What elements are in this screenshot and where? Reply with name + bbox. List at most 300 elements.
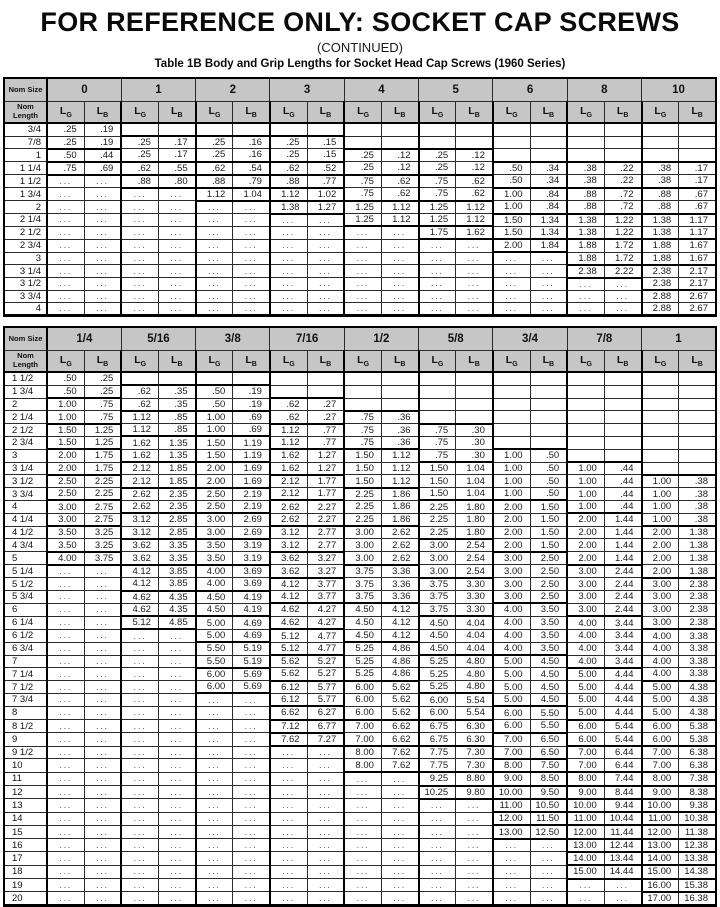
grip-length-cell: ... xyxy=(419,892,456,906)
body-length-cell xyxy=(381,123,418,136)
grip-length-cell: 6.75 xyxy=(419,720,456,733)
row-length-label: 1 1/4 xyxy=(4,162,47,175)
grip-length-cell: .50 xyxy=(47,149,84,162)
body-length-cell: 3.38 xyxy=(679,629,716,642)
grip-length-cell: ... xyxy=(47,188,84,201)
body-length-cell: ... xyxy=(233,839,270,852)
body-length-cell: .80 xyxy=(158,175,195,188)
grip-length-cell: ... xyxy=(121,693,158,706)
body-length-cell: .69 xyxy=(84,162,121,175)
body-length-cell: .22 xyxy=(604,162,641,175)
body-length-cell: 2.22 xyxy=(604,265,641,278)
grip-length-cell xyxy=(493,136,530,149)
grip-length-cell: 4.00 xyxy=(196,578,233,591)
grip-length-cell: 4.50 xyxy=(196,603,233,616)
body-length-cell: 4.80 xyxy=(456,655,493,668)
body-length-cell: .77 xyxy=(307,175,344,188)
row-length-label: 1 3/4 xyxy=(4,385,47,398)
body-length-cell xyxy=(604,123,641,136)
grip-length-cell xyxy=(642,462,679,475)
body-length-cell: 3.85 xyxy=(158,565,195,578)
grip-length-cell: ... xyxy=(47,892,84,906)
body-length-cell: ... xyxy=(84,290,121,303)
table-caption: Table 1B Body and Grip Lengths for Socket Head Cap Screws (1960 Series) xyxy=(154,58,566,70)
grip-length-cell: 3.62 xyxy=(270,552,307,565)
grip-length-cell: 4.50 xyxy=(344,629,381,642)
body-length-cell: 3.50 xyxy=(530,642,567,655)
grip-length-cell: 1.12 xyxy=(270,188,307,201)
grip-length-cell: 2.62 xyxy=(270,500,307,513)
grip-length-cell: 3.50 xyxy=(196,552,233,565)
grip-length-cell: 4.00 xyxy=(642,655,679,668)
grip-length-cell: 6.00 xyxy=(344,706,381,719)
grip-length-cell xyxy=(493,398,530,411)
body-length-cell: ... xyxy=(307,214,344,227)
grip-length-cell: ... xyxy=(567,892,604,906)
table-row xyxy=(4,226,716,239)
body-length-cell: .38 xyxy=(679,488,716,501)
row-length-label: 2 1/4 xyxy=(4,214,47,227)
row-length-label: 7 1/2 xyxy=(4,681,47,694)
table-row xyxy=(4,385,716,398)
body-length-cell: 9.50 xyxy=(530,786,567,799)
grip-length-cell: 1.50 xyxy=(493,214,530,227)
body-length-cell: 1.50 xyxy=(530,526,567,539)
body-length-cell: .79 xyxy=(233,175,270,188)
grip-length-cell: 2.00 xyxy=(493,513,530,526)
body-length-column-header: $L_B$ xyxy=(84,351,121,373)
grip-length-cell: ... xyxy=(121,879,158,892)
grip-length-cell xyxy=(419,123,456,136)
grip-length-cell: ... xyxy=(121,799,158,812)
body-length-cell: .44 xyxy=(84,149,121,162)
grip-length-cell: 6.00 xyxy=(419,693,456,706)
grip-length-cell: ... xyxy=(47,865,84,878)
body-length-cell: .34 xyxy=(530,162,567,175)
body-length-cell: .36 xyxy=(381,436,418,449)
grip-length-cell: 4.00 xyxy=(493,603,530,616)
body-length-cell: 1.44 xyxy=(604,539,641,552)
body-length-cell xyxy=(604,449,641,462)
body-length-cell: 5.69 xyxy=(233,668,270,681)
body-length-cell: 6.44 xyxy=(604,746,641,759)
body-length-cell: ... xyxy=(456,865,493,878)
body-length-cell xyxy=(679,398,716,411)
body-length-cell: ... xyxy=(233,733,270,746)
grip-length-cell: ... xyxy=(270,278,307,291)
body-length-cell: 3.36 xyxy=(381,565,418,578)
body-length-cell: 3.44 xyxy=(604,616,641,629)
body-length-cell: .84 xyxy=(530,201,567,214)
grip-length-cell: ... xyxy=(270,879,307,892)
grip-length-cell: .50 xyxy=(47,385,84,398)
body-length-column-header: $L_B$ xyxy=(679,351,716,373)
size-column-header: 8 xyxy=(567,78,641,102)
body-length-cell: ... xyxy=(233,799,270,812)
grip-length-cell: 12.00 xyxy=(642,825,679,838)
grip-length-cell: 4.00 xyxy=(493,629,530,642)
grip-length-cell: 1.00 xyxy=(642,488,679,501)
body-length-cell: 8.44 xyxy=(604,786,641,799)
grip-length-cell: 5.25 xyxy=(419,681,456,694)
grip-length-cell: 5.25 xyxy=(344,642,381,655)
grip-length-cell: 9.00 xyxy=(493,772,530,785)
grip-length-cell: .75 xyxy=(419,175,456,188)
grip-length-cell xyxy=(419,398,456,411)
body-length-cell: 3.36 xyxy=(381,591,418,604)
grip-length-cell: ... xyxy=(121,252,158,265)
body-length-cell: .38 xyxy=(679,475,716,488)
body-length-cell: 1.69 xyxy=(233,475,270,488)
body-length-cell: 2.38 xyxy=(679,591,716,604)
grip-length-cell: 6.00 xyxy=(419,706,456,719)
grip-length-cell xyxy=(419,385,456,398)
grip-length-cell xyxy=(344,136,381,149)
grip-length-cell: 3.00 xyxy=(567,565,604,578)
grip-length-cell xyxy=(121,123,158,136)
grip-length-cell: 3.00 xyxy=(493,565,530,578)
grip-length-cell: ... xyxy=(196,865,233,878)
grip-length-cell: ... xyxy=(47,603,84,616)
lg-lb-header-row xyxy=(4,102,716,124)
grip-length-cell: 4.50 xyxy=(344,616,381,629)
body-length-cell: .62 xyxy=(381,175,418,188)
grip-length-cell: ... xyxy=(47,252,84,265)
body-length-cell: 6.50 xyxy=(530,746,567,759)
grip-length-cell: .88 xyxy=(642,201,679,214)
grip-length-cell: 3.00 xyxy=(344,539,381,552)
body-length-cell: ... xyxy=(307,226,344,239)
grip-length-cell: 4.62 xyxy=(270,616,307,629)
grip-length-cell: 1.38 xyxy=(642,226,679,239)
grip-length-cell xyxy=(419,136,456,149)
body-length-cell: 4.12 xyxy=(381,629,418,642)
body-length-cell: .17 xyxy=(679,162,716,175)
grip-length-cell: 1.62 xyxy=(270,462,307,475)
body-length-cell: ... xyxy=(84,239,121,252)
body-length-cell: ... xyxy=(307,265,344,278)
body-length-cell: ... xyxy=(158,746,195,759)
body-length-cell: 1.19 xyxy=(233,449,270,462)
grip-length-cell: 4.00 xyxy=(47,552,84,565)
grip-length-cell: 2.00 xyxy=(567,513,604,526)
grip-length-cell xyxy=(567,398,604,411)
body-length-cell: 4.69 xyxy=(233,616,270,629)
grip-length-cell xyxy=(642,149,679,162)
table-row xyxy=(4,655,716,668)
grip-length-cell: .88 xyxy=(642,188,679,201)
body-length-cell: ... xyxy=(158,681,195,694)
nom-size-corner-label: Nom Size xyxy=(4,78,47,102)
row-length-label: 9 1/2 xyxy=(4,746,47,759)
row-length-label: 6 3/4 xyxy=(4,642,47,655)
grip-length-cell: ... xyxy=(196,879,233,892)
grip-length-cell: 3.12 xyxy=(270,539,307,552)
grip-length-cell: 1.00 xyxy=(196,424,233,437)
body-length-cell: ... xyxy=(307,290,344,303)
body-length-cell: 2.85 xyxy=(158,526,195,539)
grip-length-cell: 2.25 xyxy=(419,513,456,526)
body-length-cell: 2.44 xyxy=(604,591,641,604)
body-length-cell: 1.72 xyxy=(604,252,641,265)
body-length-cell: 16.38 xyxy=(679,892,716,906)
grip-length-cell: 3.50 xyxy=(47,526,84,539)
body-length-cell: .77 xyxy=(307,436,344,449)
body-length-cell: 4.44 xyxy=(604,681,641,694)
body-length-cell: ... xyxy=(84,655,121,668)
body-length-cell: ... xyxy=(381,290,418,303)
grip-length-cell: 2.50 xyxy=(196,500,233,513)
body-length-cell: 3.35 xyxy=(158,539,195,552)
grip-length-cell: ... xyxy=(419,852,456,865)
grip-length-cell: 2.00 xyxy=(196,462,233,475)
body-length-cell: ... xyxy=(84,812,121,825)
table-row xyxy=(4,265,716,278)
body-length-cell: 4.44 xyxy=(604,668,641,681)
body-length-cell: 2.19 xyxy=(233,488,270,501)
row-length-label: 12 xyxy=(4,786,47,799)
row-length-label: 3 xyxy=(4,449,47,462)
grip-length-cell: ... xyxy=(270,865,307,878)
grip-length-cell xyxy=(642,372,679,385)
table-row xyxy=(4,526,716,539)
grip-length-cell: 1.00 xyxy=(642,513,679,526)
grip-length-cell xyxy=(642,436,679,449)
grip-length-cell: 4.00 xyxy=(642,668,679,681)
body-length-cell: .12 xyxy=(381,149,418,162)
grip-length-cell: 1.50 xyxy=(47,424,84,437)
body-length-cell: .12 xyxy=(381,162,418,175)
grip-length-cell: 5.50 xyxy=(196,655,233,668)
body-length-cell: 4.85 xyxy=(158,616,195,629)
body-length-cell: ... xyxy=(84,303,121,316)
body-length-column-header: $L_B$ xyxy=(233,351,270,373)
body-length-cell: ... xyxy=(530,303,567,316)
body-length-cell: 6.50 xyxy=(530,733,567,746)
body-length-cell: 2.38 xyxy=(679,603,716,616)
grip-length-cell: 7.00 xyxy=(344,720,381,733)
grip-length-column-header: $L_G$ xyxy=(642,351,679,373)
grip-length-cell: 2.25 xyxy=(344,513,381,526)
table-row xyxy=(4,411,716,424)
body-length-cell: .16 xyxy=(233,136,270,149)
body-length-cell: 6.44 xyxy=(604,759,641,772)
grip-length-cell: 2.25 xyxy=(344,488,381,501)
table-row xyxy=(4,892,716,906)
body-length-cell: 1.67 xyxy=(679,252,716,265)
grip-length-cell: ... xyxy=(344,865,381,878)
body-length-cell: ... xyxy=(158,668,195,681)
grip-length-cell xyxy=(121,372,158,385)
body-length-cell: .30 xyxy=(456,424,493,437)
grip-length-cell: .50 xyxy=(196,385,233,398)
body-length-cell: .19 xyxy=(233,385,270,398)
body-length-cell: .12 xyxy=(456,149,493,162)
page-title: FOR REFERENCE ONLY: SOCKET CAP SCREWS xyxy=(40,7,680,37)
grip-length-cell: 3.75 xyxy=(419,603,456,616)
body-length-cell: ... xyxy=(381,799,418,812)
row-length-label: 1 xyxy=(4,149,47,162)
grip-length-cell: 16.00 xyxy=(642,879,679,892)
grip-length-cell: 6.00 xyxy=(642,720,679,733)
grip-length-cell: 1.75 xyxy=(419,226,456,239)
body-length-cell: 4.80 xyxy=(456,681,493,694)
body-length-cell: 4.77 xyxy=(307,629,344,642)
grip-length-cell: ... xyxy=(47,175,84,188)
grip-length-cell: 6.00 xyxy=(344,693,381,706)
grip-length-cell: 7.00 xyxy=(567,746,604,759)
grip-length-cell: ... xyxy=(47,746,84,759)
table-row xyxy=(4,123,716,136)
grip-length-cell: ... xyxy=(567,879,604,892)
body-length-cell: ... xyxy=(307,852,344,865)
body-length-cell: 1.38 xyxy=(679,565,716,578)
body-length-cell: 11.38 xyxy=(679,825,716,838)
grip-length-cell: 13.00 xyxy=(493,825,530,838)
grip-length-cell: .62 xyxy=(270,398,307,411)
body-length-cell xyxy=(456,398,493,411)
grip-length-cell: 6.00 xyxy=(493,706,530,719)
row-length-label: 13 xyxy=(4,799,47,812)
grip-length-column-header: $L_G$ xyxy=(642,102,679,124)
body-length-cell: ... xyxy=(456,812,493,825)
grip-length-cell: 7.75 xyxy=(419,759,456,772)
row-length-label: 8 xyxy=(4,706,47,719)
body-length-cell xyxy=(604,136,641,149)
grip-length-cell: 5.00 xyxy=(493,668,530,681)
body-length-cell: ... xyxy=(456,265,493,278)
size-column-header: 5 xyxy=(419,78,493,102)
body-length-cell: ... xyxy=(84,839,121,852)
body-length-cell xyxy=(456,372,493,385)
grip-length-cell: ... xyxy=(47,226,84,239)
grip-length-cell: 7.00 xyxy=(344,733,381,746)
grip-length-cell: 7.00 xyxy=(642,746,679,759)
grip-length-cell xyxy=(344,385,381,398)
body-length-cell: 2.77 xyxy=(307,539,344,552)
body-length-cell: ... xyxy=(158,879,195,892)
grip-length-cell: 1.62 xyxy=(270,449,307,462)
table-row xyxy=(4,162,716,175)
body-length-cell: .15 xyxy=(307,149,344,162)
body-length-column-header: $L_B$ xyxy=(530,102,567,124)
body-length-cell: 1.86 xyxy=(381,513,418,526)
body-length-cell: ... xyxy=(158,226,195,239)
grip-length-cell: ... xyxy=(121,201,158,214)
body-length-cell: 2.67 xyxy=(679,290,716,303)
table-row xyxy=(4,591,716,604)
grip-length-cell xyxy=(196,123,233,136)
grip-length-cell: 1.88 xyxy=(642,252,679,265)
table-row xyxy=(4,706,716,719)
body-length-cell xyxy=(679,411,716,424)
grip-length-cell: 1.62 xyxy=(121,436,158,449)
body-length-cell: 7.30 xyxy=(456,759,493,772)
body-length-cell: 13.38 xyxy=(679,852,716,865)
grip-length-cell: ... xyxy=(196,278,233,291)
body-length-cell: 5.77 xyxy=(307,681,344,694)
body-length-cell xyxy=(530,385,567,398)
body-length-cell: ... xyxy=(307,799,344,812)
body-length-cell: ... xyxy=(307,892,344,906)
body-length-cell: 3.75 xyxy=(84,552,121,565)
body-length-cell xyxy=(679,149,716,162)
body-length-cell: ... xyxy=(158,772,195,785)
body-length-cell: 4.27 xyxy=(307,603,344,616)
grip-length-cell: 4.12 xyxy=(270,591,307,604)
body-length-cell: ... xyxy=(84,892,121,906)
body-length-cell: 3.50 xyxy=(530,616,567,629)
body-length-cell: .44 xyxy=(604,462,641,475)
grip-length-cell: .25 xyxy=(419,162,456,175)
grip-length-cell: ... xyxy=(270,746,307,759)
table-row xyxy=(4,136,716,149)
grip-length-cell: 5.00 xyxy=(567,668,604,681)
body-length-cell xyxy=(604,372,641,385)
body-length-cell: 3.44 xyxy=(604,642,641,655)
grip-length-cell: 2.50 xyxy=(196,488,233,501)
grip-length-cell xyxy=(642,424,679,437)
table-row xyxy=(4,303,716,316)
grip-length-cell: .25 xyxy=(196,149,233,162)
body-length-cell: ... xyxy=(158,693,195,706)
grip-length-cell: ... xyxy=(47,214,84,227)
grip-length-cell: ... xyxy=(47,720,84,733)
body-length-cell: 1.12 xyxy=(456,214,493,227)
body-length-cell: 4.86 xyxy=(381,655,418,668)
grip-length-cell: ... xyxy=(121,706,158,719)
grip-length-cell: ... xyxy=(567,290,604,303)
body-length-cell: ... xyxy=(604,879,641,892)
grip-length-cell: ... xyxy=(121,303,158,316)
body-length-cell: .25 xyxy=(84,385,121,398)
row-length-label: 18 xyxy=(4,865,47,878)
grip-length-cell: 1.00 xyxy=(567,500,604,513)
table-row xyxy=(4,642,716,655)
body-length-cell xyxy=(679,385,716,398)
body-length-cell: 12.50 xyxy=(530,825,567,838)
body-length-cell: ... xyxy=(233,786,270,799)
body-length-cell: 4.35 xyxy=(158,591,195,604)
grip-length-cell: 7.62 xyxy=(270,733,307,746)
body-length-cell: 6.30 xyxy=(456,733,493,746)
grip-length-cell: 1.12 xyxy=(270,424,307,437)
size-column-header: 4 xyxy=(344,78,418,102)
body-length-cell: ... xyxy=(381,879,418,892)
body-length-cell: 1.04 xyxy=(456,475,493,488)
body-length-cell: 1.69 xyxy=(233,462,270,475)
grip-length-cell: ... xyxy=(47,786,84,799)
grip-length-cell xyxy=(642,136,679,149)
body-length-cell: 2.50 xyxy=(530,578,567,591)
body-length-cell: ... xyxy=(233,706,270,719)
grip-length-cell: ... xyxy=(121,239,158,252)
grip-length-cell: 3.62 xyxy=(121,539,158,552)
grip-length-cell: 5.00 xyxy=(642,693,679,706)
size-column-header: 1/2 xyxy=(344,327,418,351)
body-length-cell: ... xyxy=(307,865,344,878)
grip-length-cell: ... xyxy=(47,303,84,316)
grip-length-column-header: $L_G$ xyxy=(567,351,604,373)
grip-length-cell xyxy=(567,136,604,149)
body-length-cell: ... xyxy=(233,226,270,239)
grip-length-cell: .75 xyxy=(344,411,381,424)
body-length-cell: ... xyxy=(158,812,195,825)
body-length-cell: ... xyxy=(456,303,493,316)
grip-length-cell: 1.00 xyxy=(493,462,530,475)
grip-length-cell: 5.12 xyxy=(270,629,307,642)
grip-length-cell: ... xyxy=(344,879,381,892)
